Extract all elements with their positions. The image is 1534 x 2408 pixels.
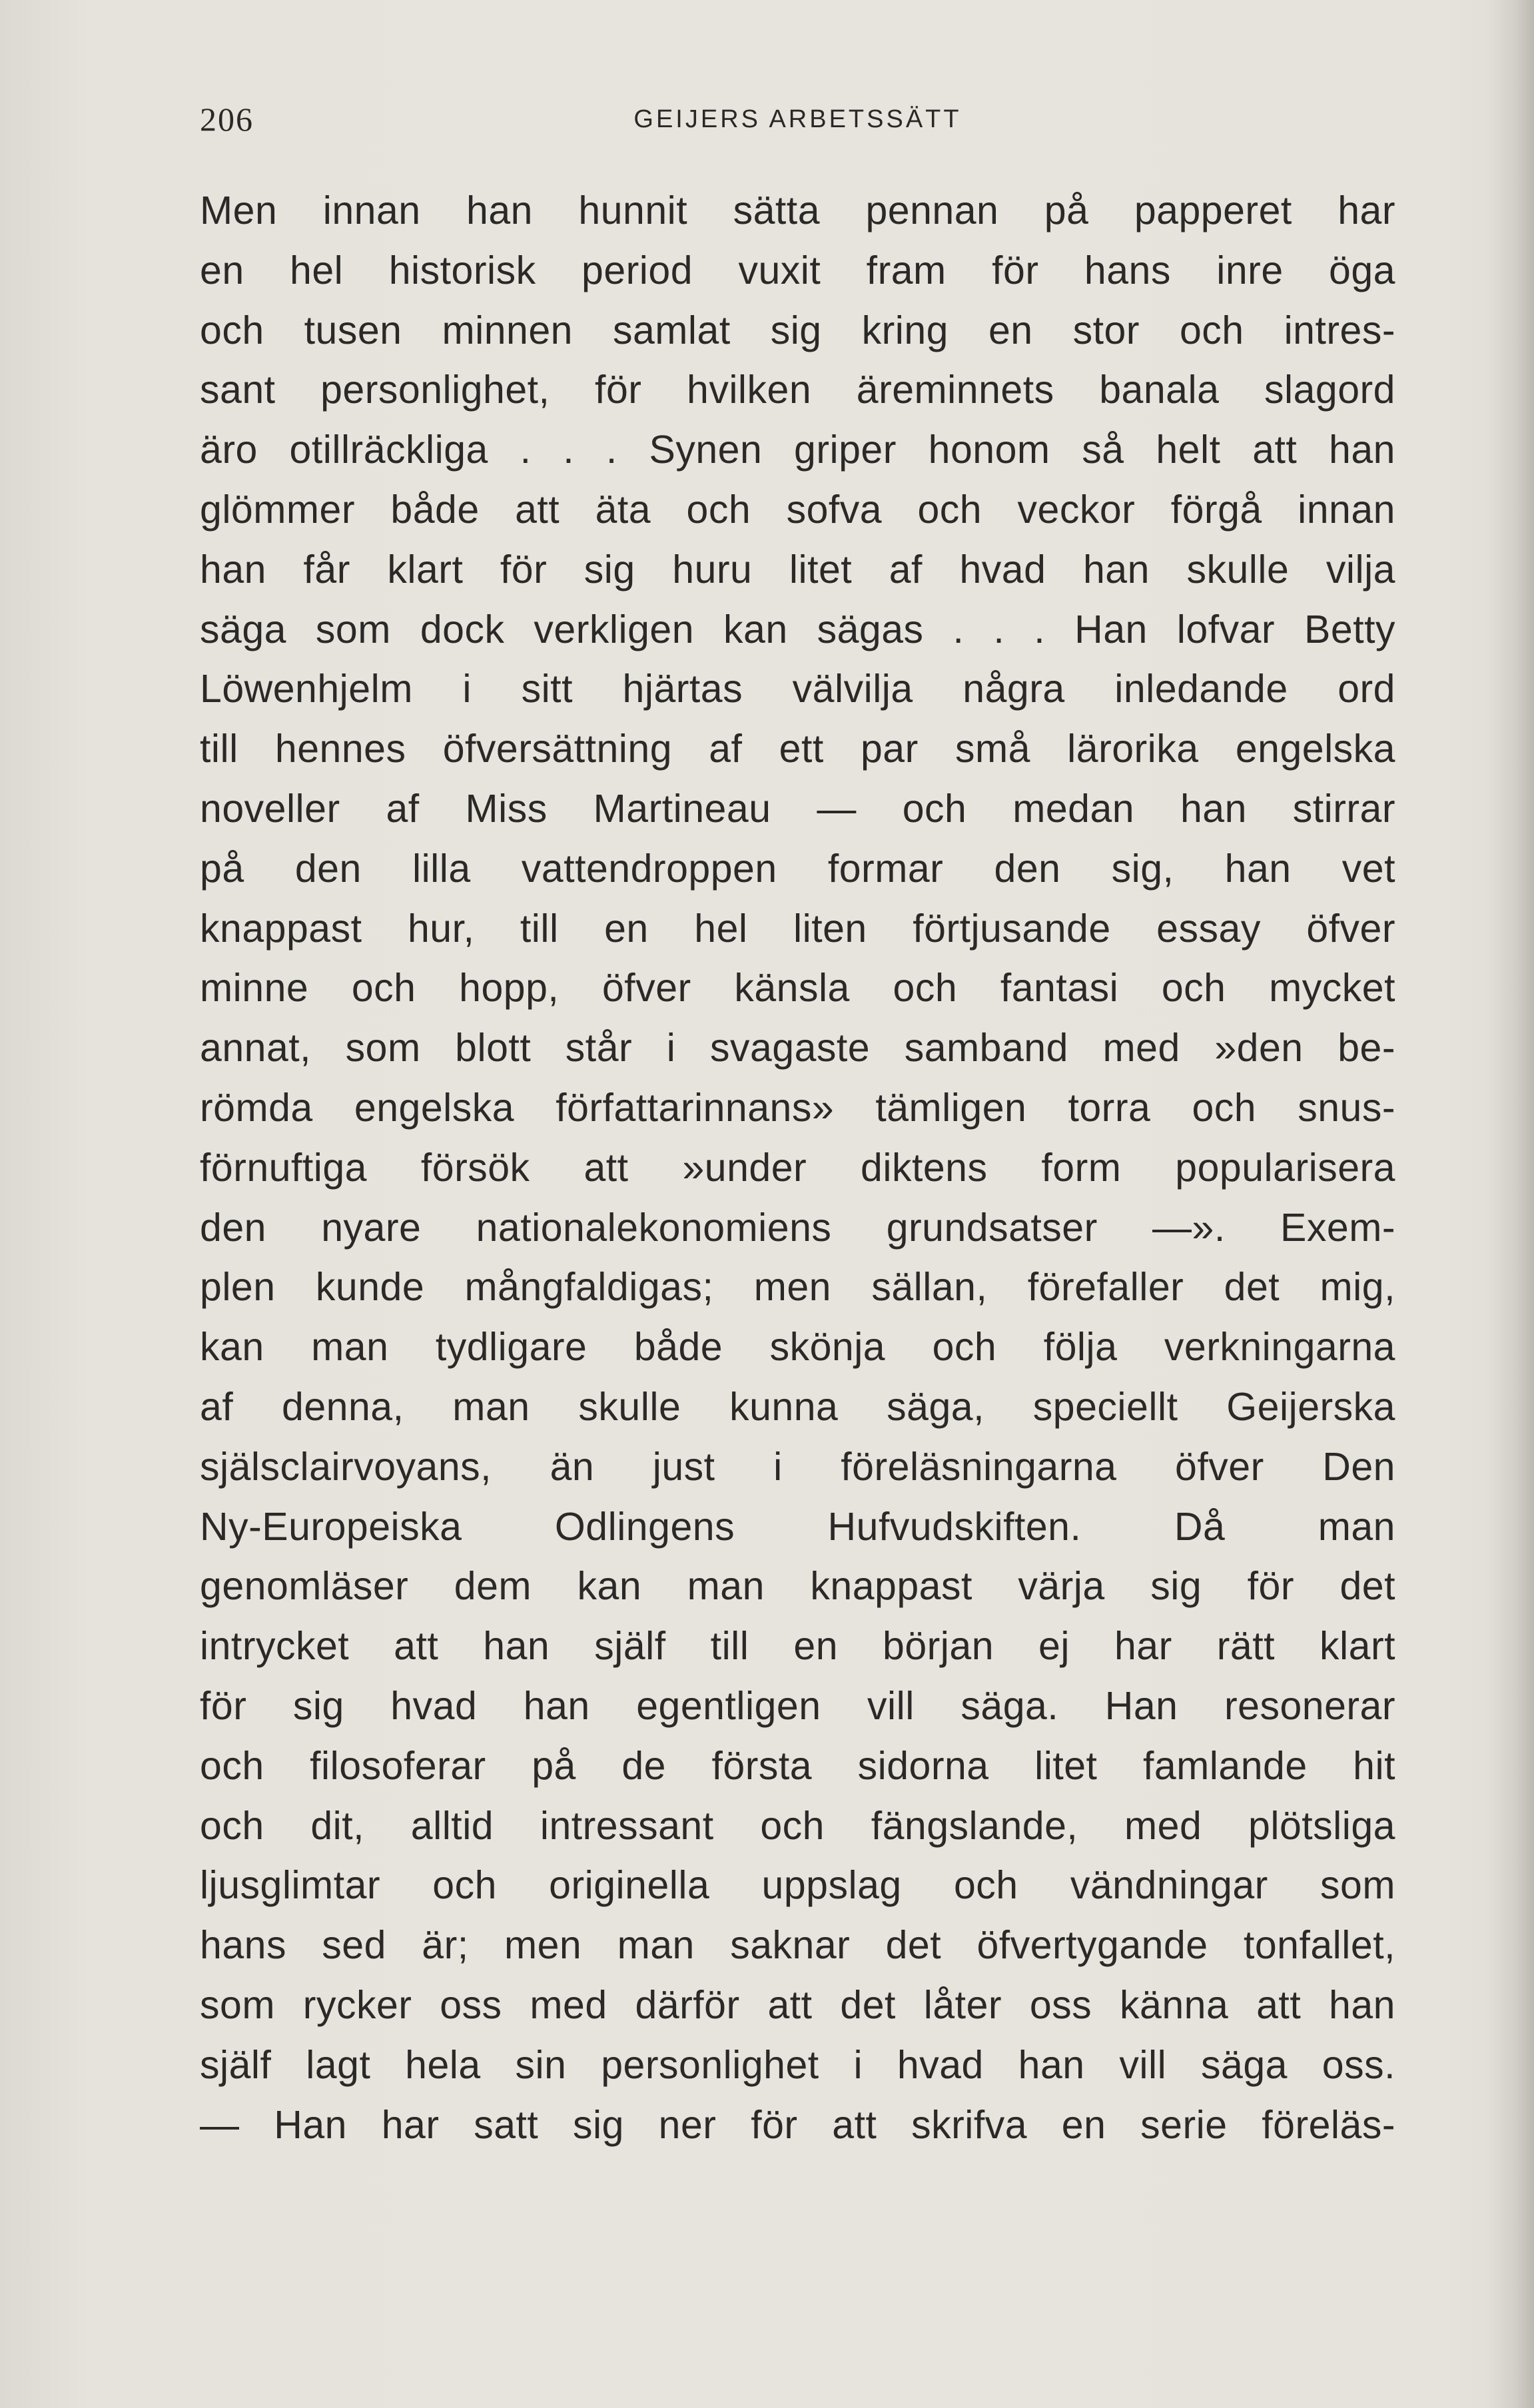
text-line: förnuftiga försök att »under diktens form popularisera [200, 1145, 1395, 1190]
text-line: som rycker oss med därför att det låter oss känna att han [200, 1982, 1395, 2027]
body-text [200, 181, 1395, 2155]
text-line: glömmer både att äta och sofva och veckor förgå innan [200, 487, 1395, 532]
text-line: och dit, alltid intressant och fängslande, med plötsliga [200, 1803, 1395, 1848]
text-line: och filosoferar på de första sidorna litet famlande hit [200, 1743, 1395, 1788]
text-line: Löwenhjelm i sitt hjärtas välvilja några inledande ord [200, 667, 1395, 711]
spine-shadow [1487, 0, 1534, 2408]
text-line: knappast hur, till en hel liten förtjusande essay öfver [200, 906, 1395, 951]
text-line: intrycket att han själf till en början ej har rätt klart [200, 1624, 1395, 1669]
text-line: säga som dock verkligen kan sägas . . . Han lofvar Betty [200, 607, 1395, 651]
text-line: plen kunde mångfaldigas; men sällan, förefaller det mig, [200, 1265, 1395, 1310]
text-line: han får klart för sig huru litet af hvad han skulle vilja [200, 547, 1395, 592]
text-line: annat, som blott står i svagaste samband med »den be- [200, 1026, 1395, 1070]
running-head [200, 100, 1395, 153]
text-line: — Han har satt sig ner för att skrifva en serie föreläs- [200, 2102, 1395, 2147]
text-line: Men innan han hunnit sätta pennan på papperet har [200, 189, 1395, 232]
text-line: sant personlighet, för hvilken äreminnets banala slagord [200, 368, 1395, 412]
text-line: minne och hopp, öfver känsla och fantasi och mycket [200, 966, 1395, 1010]
text-line: noveller af Miss Martineau — och medan han stirrar [200, 786, 1395, 831]
text-line: själf lagt hela sin personlighet i hvad han vill säga oss. [200, 2042, 1395, 2087]
text-line: själsclairvoyans, än just i föreläsningarna öfver Den [200, 1444, 1395, 1489]
text-line: af denna, man skulle kunna säga, speciellt Geijerska [200, 1384, 1395, 1429]
text-line: på den lilla vattendroppen formar den sig, han vet [200, 846, 1395, 891]
text-line: för sig hvad han egentligen vill säga. Han resonerar [200, 1683, 1395, 1728]
text-line: äro otillräckliga . . . Synen griper honom så helt att han [200, 428, 1395, 472]
text-line: och tusen minnen samlat sig kring en stor och intres- [200, 308, 1395, 352]
text-line: römda engelska författarinnans» tämligen torra och snus- [200, 1085, 1395, 1130]
text-line: kan man tydligare både skönja och följa verkningarna [200, 1325, 1395, 1370]
text-line: den nyare nationalekonomiens grundsatser —». Exem- [200, 1205, 1395, 1250]
text-line: ljusglimtar och originella uppslag och vändningar som [200, 1863, 1395, 1908]
text-line: en hel historisk period vuxit fram för hans inre öga [200, 248, 1395, 292]
text-line: till hennes öfversättning af ett par små lärorika engelska [200, 727, 1395, 771]
text-line: genomläser dem kan man knappast värja sig för det [200, 1564, 1395, 1609]
text-line: hans sed är; men man saknar det öfvertygande tonfallet, [200, 1923, 1395, 1968]
running-title: GEIJERS ARBETSSÄTT [633, 105, 962, 133]
text-line: Ny-Europeiska Odlingens Hufvudskiften. Då man [200, 1504, 1395, 1549]
page-number: 206 [200, 101, 254, 138]
